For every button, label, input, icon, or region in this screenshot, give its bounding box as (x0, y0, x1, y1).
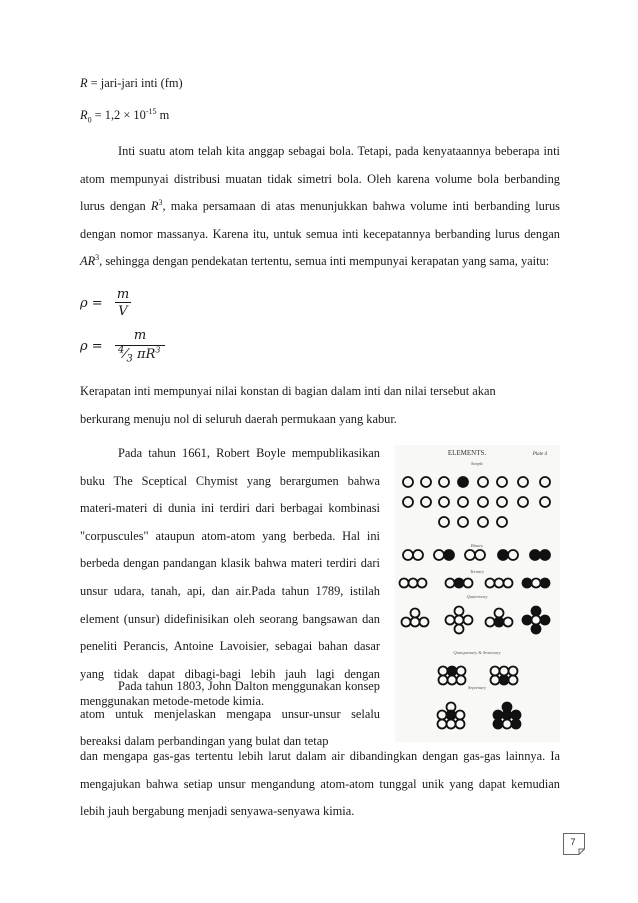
figure-section-ternary: Ternary (469, 569, 485, 574)
figure-section-simple: Simple (470, 461, 484, 466)
equation-numerator: m (133, 328, 147, 343)
paragraph-nuclear-shape: Inti suatu atom telah kita anggap sebagai bola. Tetapi, pada kenyataannya beberapa inti atom mempunyai distribusi muatan tidak simetri bola. Oleh karena volume bola berbanding lurus dengan $R^3$, maka persamaan di atas menunjukkan bahwa volume inti berbanding lurus dengan nomor massanya. Karena itu, untuk semua inti kecepatannya berbanding lurus dengan $AR^3$, sehingga dengan pendekatan tertentu, semua inti mempunyai kerapatan yang sama, yaitu: (80, 144, 560, 269)
dalton-elements-image (395, 445, 560, 742)
equation-denominator: $^4⁄_3$ $\pi R^3$ (118, 344, 161, 365)
def-radius: R = jari-jari inti (fm) (80, 76, 183, 90)
page-number: 7 (570, 837, 576, 847)
figure-section-septenary: Septenary (468, 685, 486, 690)
paragraph-density: Kerapatan inti mempunyai nilai konstan di bagian dalam inti dan nilai tersebut akan berkurang menuju nol di seluruh daerah permukaan yang kabur. (80, 384, 496, 426)
paragraph-dalton-full: dan mengapa gas-gas tertentu lebih larut dalam air dibandingkan dengan gas-gas lainnya. Ia mengajukan bahwa setiap unsur mengandung atom-atom tunggal unik yang dapat kemudian lebih jauh bergabung menjadi senyawa-senyawa kimia. (80, 749, 560, 819)
figure-section-binary: Binary (470, 543, 484, 548)
equation-denominator: V (118, 304, 128, 319)
figure-title: ELEMENTS. (447, 449, 487, 457)
figure-section-quaternary: Quaternary (466, 594, 488, 599)
equation-lhs: ρ = (80, 339, 103, 354)
page-number-box (563, 833, 585, 855)
paragraph-boyle-lavoisier: Pada tahun 1661, Robert Boyle mempublikasikan buku The Sceptical Chymist yang berargumen bahwa materi-materi di dunia ini terdiri dari berbagai kombinasi "corpuscules" ataupun atom-atom yang berbeda. Hal ini berbeda dengan pandangan klasik bahwa materi terdiri dari unsur udara, tanah, api, dan air.Pada tahun 1789, istilah element (unsur) didefinisikan oleh seorang bangsawan dan peneliti Perancis, Antoine Lavoisier, sebagai bahan dasar yang tidak dapat dibagi-bagi lebih jauh lagi dengan menggunakan metode-metode kimia. (80, 446, 380, 709)
equation-numerator: m (116, 287, 130, 302)
figure-section-quinquenary: Quinquenary & Sextenary (453, 650, 501, 655)
def-r0: $R_0 = 1,2 \times 10^{-15}$ m (80, 106, 170, 125)
equation-lhs: ρ = (80, 296, 103, 311)
paragraph-dalton-narrow: Pada tahun 1803, John Dalton menggunakan konsep atom untuk menjelaskan mengapa unsur-unsur selalu bereaksi dalam perbandingan yang bulat dan tetap (80, 679, 380, 749)
figure-plate: Plate 4 (532, 452, 547, 457)
dalton-elements-figure (395, 445, 560, 742)
